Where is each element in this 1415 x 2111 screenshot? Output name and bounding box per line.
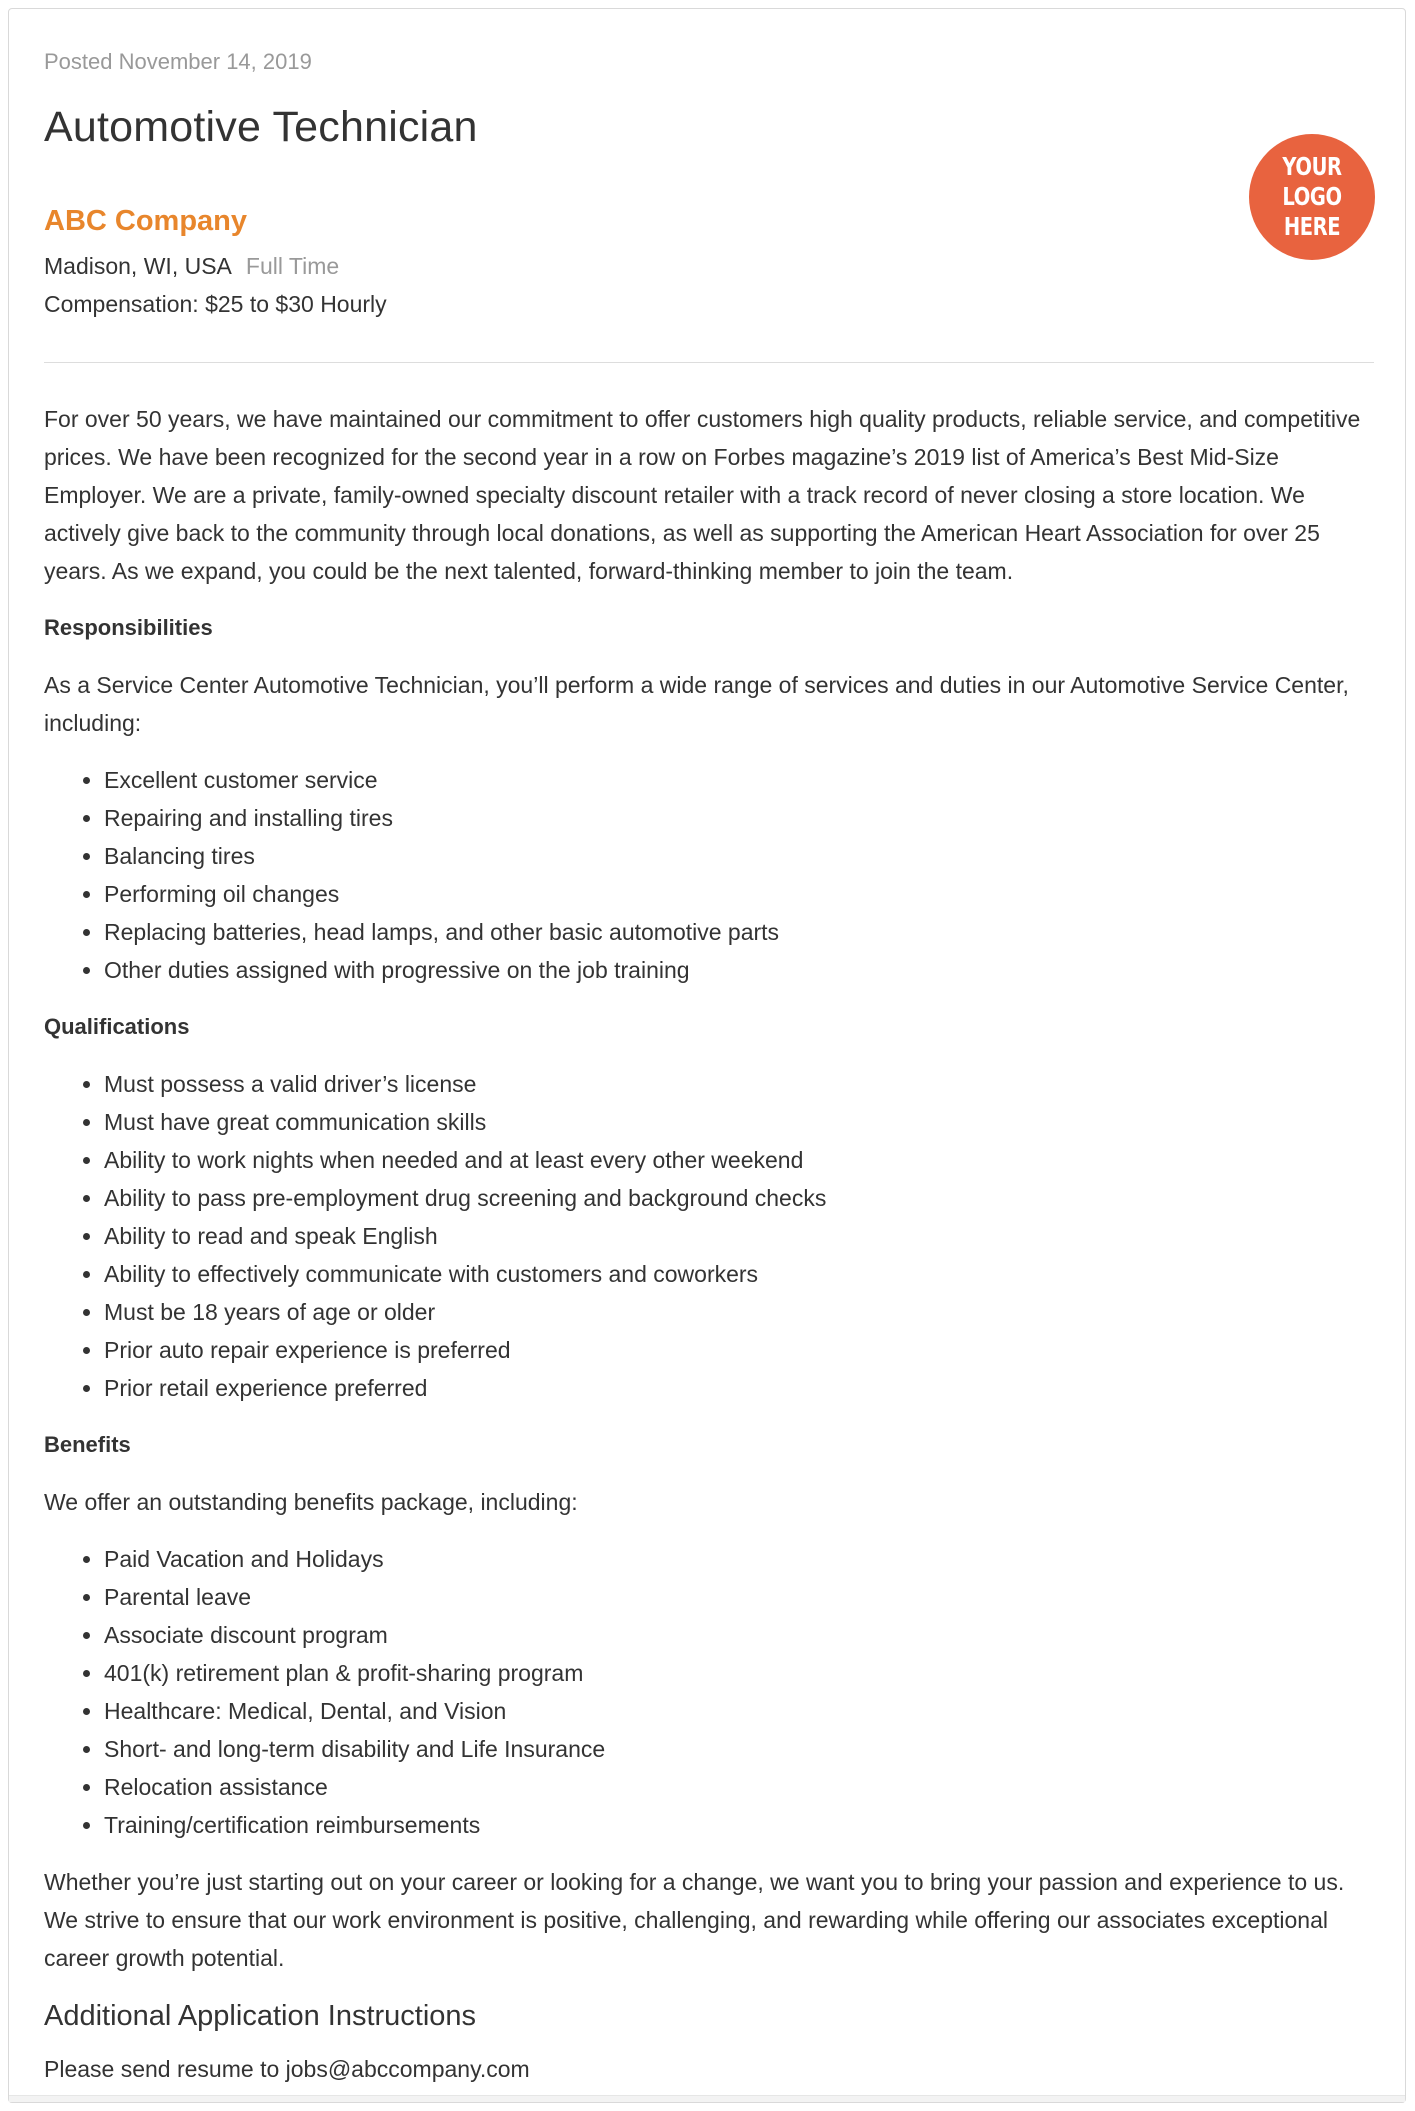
responsibilities-heading: Responsibilities [44, 615, 213, 640]
list-item: • Ability to read and speak English [104, 1217, 1374, 1255]
responsibilities-list [44, 761, 1374, 989]
responsibilities-text: As a Service Center Automotive Technician, you’ll perform a wide range of services and duties in our Automotive Service Center, including: [44, 672, 1349, 736]
intro-paragraph: For over 50 years, we have maintained our commitment to offer customers high quality products, reliable service, and competitive prices. We have been recognized for the second year in a row on Forbes magazine’s 2019 list of America’s Best Mid-Size Employer. We are a private, family-owned specialty discount retailer with a track record of never closing a store location. We actively give back to the community through local donations, as well as supporting the American Heart Association for over 25 years. As we expand, you could be the next talented, forward-thinking member to join the team. [44, 406, 1361, 584]
job-location: Madison, WI, USA [44, 253, 232, 279]
location-line [44, 253, 339, 280]
qualifications-list [44, 1065, 1374, 1407]
qualifications-heading: Qualifications [44, 1014, 190, 1039]
logo-line-2: LOGO [1282, 182, 1342, 211]
list-item: • 401(k) retirement plan & profit-sharing program [104, 1654, 1374, 1692]
list-item: • Other duties assigned with progressive on the job training [104, 951, 1374, 989]
posted-date: Posted November 14, 2019 [44, 49, 312, 74]
list-item: • Ability to effectively communicate with customers and coworkers [104, 1255, 1374, 1293]
list-item: • Performing oil changes [104, 875, 1374, 913]
benefits-text: We offer an outstanding benefits package, including: [44, 1489, 578, 1515]
list-item: • Repairing and installing tires [104, 799, 1374, 837]
job-description [44, 400, 1374, 2107]
list-item: • Must have great communication skills [104, 1103, 1374, 1141]
company-name: ABC Company [44, 205, 248, 237]
header-divider [44, 362, 1374, 363]
list-item: • Ability to pass pre-employment drug screening and background checks [104, 1179, 1374, 1217]
company-logo [1249, 134, 1375, 260]
benefits-list [44, 1540, 1374, 1844]
instructions-heading: Additional Application Instructions [44, 2000, 477, 2032]
logo-line-1: YOUR [1282, 152, 1342, 181]
benefits-heading: Benefits [44, 1432, 131, 1457]
instructions-text: Please send resume to jobs@abccompany.com [44, 2056, 530, 2082]
list-item: • Excellent customer service [104, 761, 1374, 799]
list-item: • Associate discount program [104, 1616, 1374, 1654]
job-type: Full Time [245, 253, 340, 279]
list-item: • Parental leave [104, 1578, 1374, 1616]
list-item: • Prior auto repair experience is preferred [104, 1331, 1374, 1369]
list-item: • Training/certification reimbursements [104, 1806, 1374, 1844]
list-item: • Prior retail experience preferred [104, 1369, 1374, 1407]
list-item: • Balancing tires [104, 837, 1374, 875]
bottom-bar [9, 2095, 1405, 2102]
job-title: Automotive Technician [44, 103, 478, 151]
list-item: • Healthcare: Medical, Dental, and Vision [104, 1692, 1374, 1730]
list-item: • Paid Vacation and Holidays [104, 1540, 1374, 1578]
logo-line-3: HERE [1283, 212, 1341, 241]
list-item: • Ability to work nights when needed and at least every other weekend [104, 1141, 1374, 1179]
list-item: • Short- and long-term disability and Life Insurance [104, 1730, 1374, 1768]
job-posting-card [8, 8, 1406, 2103]
list-item: • Must possess a valid driver’s license [104, 1065, 1374, 1103]
list-item: • Relocation assistance [104, 1768, 1374, 1806]
logo-placeholder-text [1282, 152, 1341, 242]
list-item: • Must be 18 years of age or older [104, 1293, 1374, 1331]
compensation: Compensation: $25 to $30 Hourly [44, 291, 387, 317]
closing-paragraph: Whether you’re just starting out on your career or looking for a change, we want you to bring your passion and experience to us. We strive to ensure that our work environment is positive, challenging, and rewarding while offering our associates exceptional career growth potential. [44, 1869, 1345, 1971]
list-item: • Replacing batteries, head lamps, and other basic automotive parts [104, 913, 1374, 951]
